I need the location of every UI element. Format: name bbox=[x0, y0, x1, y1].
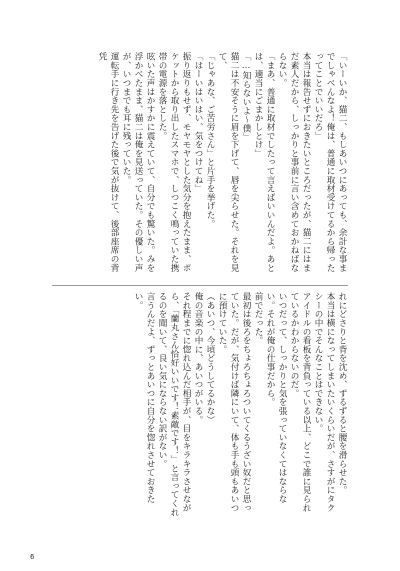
paragraph: （あいつ、今頃どうしてるかな） bbox=[205, 292, 215, 424]
paragraph: れにどさりと背を沈め、ずるずると腰を滑らせた。 bbox=[337, 292, 347, 495]
paragraph: 呟いた声はかすかに震えていて、自分でも驚いた。みを浮かべたまま、猫二は俺を見送っていた。その優しい声が、いつまでも耳に残っていた。 bbox=[121, 52, 155, 272]
paragraph: それ程までに惚れ込んだ相手が、目をキラキラさせながら、「蘭丸さん恰好いいです！素敵です！」と言ってくれるのを聞いて、良い気にならない訳がない。 bbox=[157, 292, 191, 517]
paragraph: 本当は横になってしまいたいくらいだが、さすがにタクシーの中でそんなことはできない。 bbox=[313, 292, 335, 512]
paragraph: 言うんだよ、ずっとあいつに自分を惚れさせておきたい。 bbox=[133, 292, 155, 504]
paragraph: 「いーいか、猫二、もしあいつにあっても、余計な事までしゃべんなよ！俺は、普通に取材受けてるから帰ったってことでいいだろ」 bbox=[313, 52, 347, 272]
paragraph: 「…知らないよ〜僕」 bbox=[241, 52, 251, 142]
paragraph: 猫二は不安そうに眉を下げて、唇を尖らせた。それを見て、 bbox=[217, 52, 239, 272]
paragraph: アイドルの看板を背負っている以上、どこで誰に見られているかわからないのだ。 bbox=[289, 292, 311, 512]
paragraph: 「じゃあな、ご苦労さん」と片手を挙げた。 bbox=[205, 52, 215, 228]
top-text-block bbox=[96, 52, 348, 280]
paragraph: 「はーいはいはい、気をつけてね」 bbox=[193, 52, 203, 193]
page-number: 6 bbox=[30, 553, 35, 561]
paragraph: 「まあ、普通に取材でしたって言えばいいんだよ。あとは、適当にごまかしとけ」 bbox=[253, 52, 275, 272]
paragraph: 運転手に行き先を告げた後で気が抜けて、後部座席の背凭 bbox=[97, 52, 119, 272]
paragraph: 振り返りもせず、モヤモヤとした気分を抱えたまま、ポケットから取り出したスマホで、しつこく鳴っていた携帯の電源を落とした。 bbox=[157, 52, 191, 272]
paragraph: 本当は報告せずにおきたいところだったが、猫二にはまだ素人だから、しっかりと事前に言い含めておかねばならない。 bbox=[277, 52, 311, 272]
paragraph: いつだって、しっかりと気を張っていなくてはならない。それが俺の仕事だから。 bbox=[265, 292, 287, 504]
paragraph: 前でだった。 bbox=[253, 292, 263, 345]
bottom-text-block bbox=[132, 292, 348, 520]
paragraph: 俺の音楽の中に、あいつがいる。 bbox=[193, 292, 203, 424]
paragraph: 最初は後ろをちょろちょろついてくるうざい奴だと思っていた。だが、気付けば隣にいて、体も手も頭もあいつに預けていた。 bbox=[217, 292, 251, 512]
column-divider bbox=[52, 285, 348, 286]
